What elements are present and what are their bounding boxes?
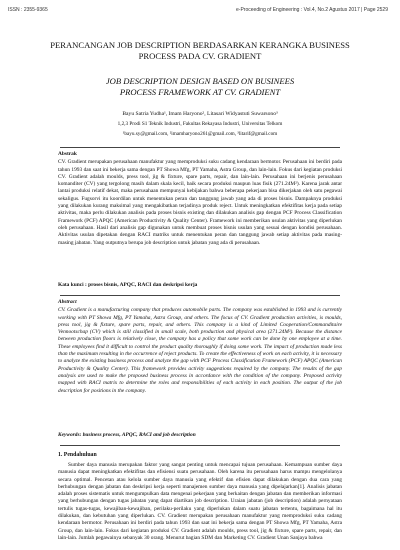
rule-top: [60, 147, 340, 148]
authors: Bayu Satria Yudha¹, Imam Haryono², Litasari Widyastuti Suwarsono³: [122, 111, 278, 117]
section-1-body: [58, 462, 342, 542]
section-1-paragraph: Sumber daya manusia merupakan faktor yang sangat penting untuk mencapai tujuan perusahaan. Kemampuan sumber daya manusia dapat meningkatkan efektifitas dan efisiensi suatu perusahaan. Oleh karena itu perusahaan harus mampu mengelolanya secara optimal. Pencetan atau kelola sumber daya manusia yang efektif dan efisien dapat dilakukan dengan dua cara yang berhubungan dengan jabatan dan deskripsi kerja seperti manajemen sumber daya manusia yang dipelajarkan[1]. Analisis jabatan adalah proses sistematis untuk mengumpulkan data mengenai pekerjaan yang berkaitan dengan jabatan dan memberikan informasi yang berhubungan dengan tugas jabatan yang dapat diartikan job description. Uraian jabatan (job description) adalah pernyataan tertulis tugas-tugas, kewajiban-kewajiban, perilaku-perilaku yang diperlukan dalam suatu jabatan tertentu, bagaimana hal itu dilakukan, dan kebutuhan yang diperlukan. CV. Gradient merupakan perusahaan manufaktur yang memproduksi suku cadang kendaraan bermotor. Perusahaan ini berdiri pada tahun 1993 dan saat ini bekerja sama dengan PT Showa Mfg, PT Yamaha, Astra Group, dan lain-lain. Fokus dari kegiatan produksi CV. Gradient adalah moulds, press tool, jig & fixture, spare parts, repair, dan lain-lain. Jumlah pegawainya sebanyak 30 orang. Menurut bagian SDM dan Marketing CV. Gradient Unan Sanjaya bahwa: [58, 462, 342, 541]
rule-middle: [60, 295, 340, 296]
abstract-section: [58, 299, 342, 395]
section-1-title: 1. Pendahuluan: [58, 452, 97, 458]
emails: ¹bayu.sy@gmail.com, ²imamharyono261@gmail.com, ³litarif@gmail.com: [122, 131, 278, 137]
abstrak-section: [58, 151, 342, 247]
affiliation: 1,2,3 Prodi S1 Teknik Industri, Fakultas Rekayasa Industri, Universitas Telkom: [117, 121, 283, 127]
journal-info: e-Proceeding of Engineering : Vol.4, No.2 Agustus 2017 | Page 2529: [236, 7, 388, 13]
title-en-line1: JOB DESCRIPTION DESIGN BASED ON BUSINEES: [105, 76, 295, 86]
issn-label: ISSN : 2355-9365: [8, 7, 48, 13]
title-id-line2: PROCESS PADA CV. GRADIENT: [138, 51, 262, 61]
title-block: [20, 40, 380, 138]
journal-header: [4, 4, 396, 18]
abstract-body: CV. Gradient is a manufacturing company that produces automobile parts. The company was established in 1993 and is currently working with PT Showa Mfg, PT Yamaha, Astra Group, and others. The focus of CV. Gradient production activities, is moulds, press tool, jig & fixture, spare parts, repair, and others. This company is a kind of Limited Cooperation/Commanditaire Vennootschap (CV) which is still classified in small scale, both production and physical area (271.24M²). Because the distance between production floors is relatively close, the company has a policy that some work can be done by one employee at a time. These employees find it difficult to control the product quality thoroughly if doing some work. The impact of production made less than the maximum resulting in the occurrence of reject products. To create the effectiveness of work on each activity, it is necessary to analyze the existing business process and analyze the gap with PCF Process Classification Framework (PCF) APQC (American Productivity & Quality Center). This framework provides activity suggestions required by the company. The results of the gap analysis are used to make the proposed business process in accordance with the condition of the company. Proposed activity mapped with RACI matrix to determine the roles and responsibilities of each activity in each position. The output of the job description for positions in the company.: [58, 307, 342, 394]
title-id-line1: PERANCANGAN JOB DESCRIPTION BERDASARKAN KERANGKA BUSINESS: [50, 40, 350, 50]
kata-kunci: [58, 282, 342, 289]
abstrak-heading: Abstrak: [58, 151, 77, 157]
keywords-label: Keywords: business process, APQC, RACI and job description: [58, 432, 196, 438]
abstrak-body: CV. Gradient merupakan perusahaan manufaktur yang memproduksi suku cadang kendaraan bermotor. Perusahaan ini berdiri pada tahun 1993 dan saat ini bekerja sama dengan PT Showa Mfg, PT Yamaha, Astra Group, dan lain-lain. Fokus dari kegiatan produksi CV. Gradient adalah moulds, press tool, jig & fixture, spare parts, repair, dan lain-lain. Perusahaan ini berjenis perusahaan komanditer (CV) yang tergolong masih dalam skala kecil, baik secara produksi maupun luas fisik (271.24M²). Karena jarak antar lantai produksi relatif dekat, maka perusahaan mempunyai kebijakan bahwa beberapa pekerjaan bisa dikerjakan oleh satu pegawai sekaligus. Fugsorvi itu koordilan untuk menentukan peran dan tanggung jawab yang ada di proses bisnis. Dampaknya produksi yang dilakukan kurang maksimal yang mengakibatkan terjadinya produk reject. Untuk meningkatkan efektifitas kerja pada setiap aktivitas, maka perlu dilakukan analisis pada proses bisnis existing dan dilakukan analisis gap dengan PCF Process Classification Framework (PCF) APQC (American Productivity & Quality Center). Framework ini memberikan usulan aktivitas yang diperlukan oleh perusahaan. Hasil dari analisis gap digunakan untuk membuat proses bisnis usulan yang sesuai dengan kondisi perusahaan. Aktivitas usulan dipetakan dengan RACI matriks untuk menentukan peran dan tanggung jawab setiap aktivitas pada masing-masing jabatan. Yang outputnya berupa job description untuk jabatan yang ada di perusahaan.: [58, 159, 342, 246]
abstract-heading: Abstract: [58, 299, 77, 305]
title-en-line2: PROCESS FRAMEWORK AT CV. GRADIENT: [119, 87, 281, 97]
rule-bottom: [60, 445, 340, 446]
kata-kunci-label: Kata kunci : proses bisnis, APQC, RACI dan deskripsi kerja: [58, 282, 198, 288]
keywords: [58, 432, 342, 439]
